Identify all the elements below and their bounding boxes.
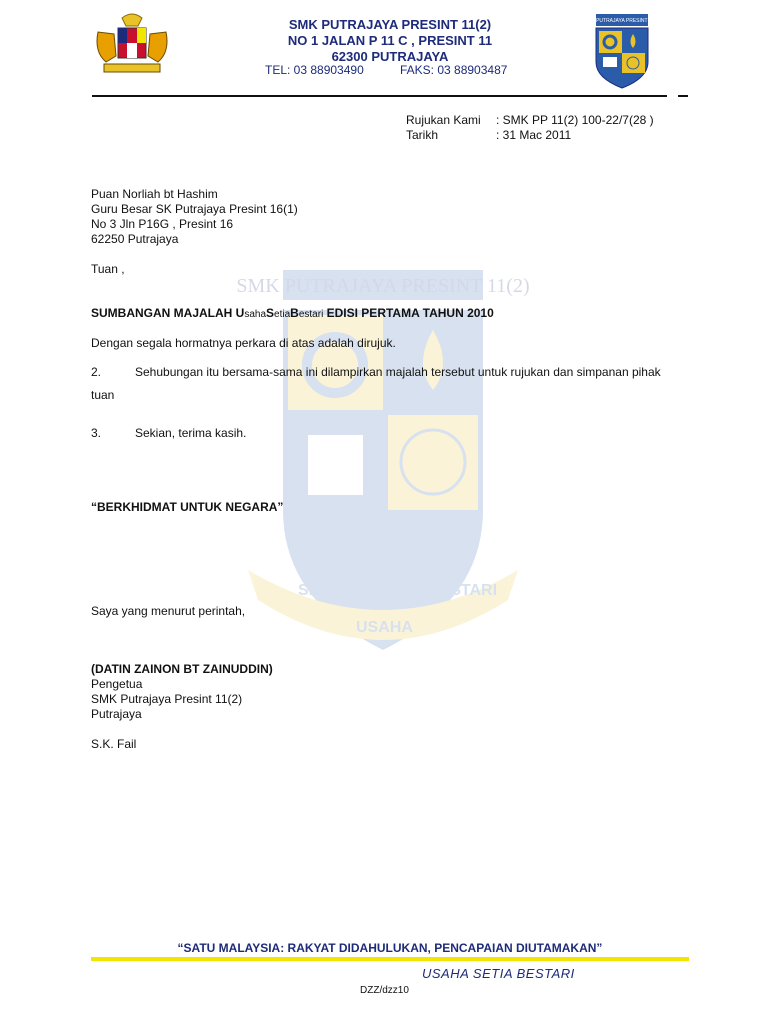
recipient-address2: 62250 Putrajaya xyxy=(91,232,179,246)
school-crest-text: SMK PUTRAJAYA PRESINT 11(2) xyxy=(583,18,661,24)
subject-s: S xyxy=(266,306,275,320)
subject-part2: EDISI PERTAMA TAHUN 2010 xyxy=(323,306,494,320)
watermark-crest xyxy=(235,270,530,670)
paragraph-3-number: 3. xyxy=(91,426,102,440)
closing-phrase: Saya yang menurut perintah, xyxy=(91,604,246,618)
signatory-school: SMK Putrajaya Presint 11(2) xyxy=(91,692,243,706)
paragraph-2-text: Sehubungan itu bersama-sama ini dilampirkan majalah tersebut untuk rujukan dan simpanan pihak xyxy=(135,365,661,379)
letter-subject xyxy=(91,306,494,322)
school-fax: FAKS: 03 88903487 xyxy=(400,63,508,77)
subject-usaha: saha xyxy=(244,309,267,320)
footer-yellow-rule xyxy=(91,957,689,961)
paragraph-2-number: 2. xyxy=(91,365,102,379)
subject-u: U xyxy=(235,306,245,320)
recipient-name: Puan Norliah bt Hashim xyxy=(91,187,218,201)
malaysia-coat-of-arms-icon xyxy=(92,12,172,78)
date-label: Tarikh xyxy=(406,128,439,142)
date-value: : 31 Mac 2011 xyxy=(496,128,572,142)
paragraph-2-continuation: tuan xyxy=(91,388,115,402)
footer-tagline: USAHA SETIA BESTARI xyxy=(422,966,575,981)
school-telephone: TEL: 03 88903490 xyxy=(265,63,364,77)
watermark-ribbon-right: BESTARI xyxy=(428,582,498,599)
recipient-title: Guru Besar SK Putrajaya Presint 16(1) xyxy=(91,202,298,216)
signatory-name: (DATIN ZAINON BT ZAINUDDIN) xyxy=(91,662,273,676)
school-address-line1: NO 1 JALAN P 11 C , PRESINT 11 xyxy=(287,33,493,48)
subject-b: B xyxy=(290,306,299,320)
paragraph-3-text: Sekian, terima kasih. xyxy=(135,426,247,440)
school-crest-icon xyxy=(583,12,661,90)
reference-label: Rujukan Kami xyxy=(406,113,481,127)
signatory-position: Pengetua xyxy=(91,677,143,691)
watermark-ribbon-left: SETIA xyxy=(298,582,346,599)
watermark-arc-text: SMK PUTRAJAYA PRESINT 11(2) xyxy=(236,275,530,297)
reference-value: : SMK PP 11(2) 100-22/7(28 ) xyxy=(496,113,654,127)
school-name: SMK PUTRAJAYA PRESINT 11(2) xyxy=(288,17,492,32)
header-divider xyxy=(92,95,667,97)
watermark-ribbon-mid: USAHA xyxy=(356,619,413,636)
salutation: Tuan , xyxy=(91,262,125,276)
subject-setia: etia xyxy=(274,309,291,320)
signatory-city: Putrajaya xyxy=(91,707,142,721)
footer-doc-code: DZZ/dzz10 xyxy=(360,985,409,996)
intro-paragraph: Dengan segala hormatnya perkara di atas adalah dirujuk. xyxy=(91,336,396,350)
footer-slogan: “SATU MALAYSIA: RAKYAT DIDAHULUKAN, PENCAPAIAN DIUTAMAKAN” xyxy=(177,941,603,955)
header-divider-tick xyxy=(678,95,688,97)
cc-note: S.K. Fail xyxy=(91,737,137,751)
school-address-line2: 62300 PUTRAJAYA xyxy=(331,49,449,64)
subject-bestari: estari xyxy=(298,309,324,320)
recipient-address1: No 3 Jln P16G , Presint 16 xyxy=(91,217,234,231)
subject-part1: SUMBANGAN MAJALAH xyxy=(91,306,236,320)
motto: “BERKHIDMAT UNTUK NEGARA” xyxy=(91,500,284,514)
